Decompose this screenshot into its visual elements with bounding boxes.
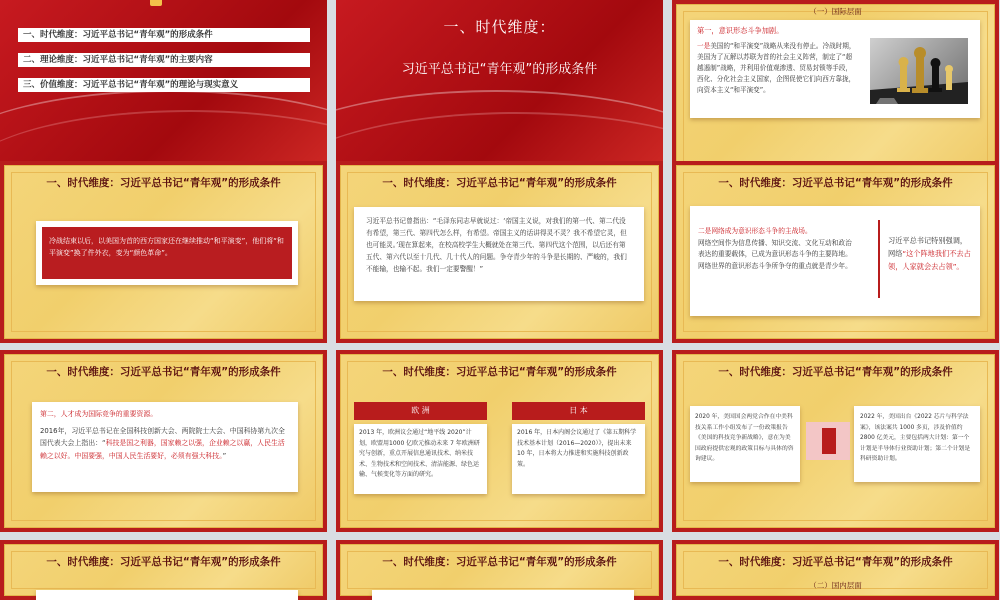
slide-thumbnail-6[interactable] xyxy=(672,161,999,343)
card-heading: 第二，人才成为国际竞争的重要资源。 xyxy=(40,410,158,418)
quote-text xyxy=(888,234,972,273)
body-highlight: 科技是国之利器，国家赖之以强，企业赖之以赢，人民生活赖之以好。中国要强，中国人民生活要好，必须有强大科技。 xyxy=(40,439,285,460)
chess-pieces-icon xyxy=(870,38,968,104)
heading-lead: 二是 xyxy=(698,227,712,235)
card-heading xyxy=(698,226,858,238)
slide-title: 一、时代维度：习近平总书记“青年观”的形成条件 xyxy=(718,177,953,189)
chess-image xyxy=(870,38,968,104)
content-card xyxy=(372,590,634,600)
agenda-item-2[interactable]: 二、理论维度：习近平总书记“青年观”的主要内容 xyxy=(18,53,310,67)
slide-thumbnail-5[interactable] xyxy=(336,161,663,343)
slide-thumbnail-4[interactable] xyxy=(0,161,327,343)
divider xyxy=(878,220,880,298)
slide-background xyxy=(340,544,659,596)
slide-thumbnail-1[interactable] xyxy=(0,0,327,182)
section-title: 一、时代维度： xyxy=(443,18,556,36)
quote-card: 习近平总书记曾指出：“毛泽东同志早就说过：‘帝国主义说，对我们的第一代、第二代没有希望，第三代、第四代怎么样，有希望。帝国主义的话讲得灵不灵？我不希望它灵，但也可能灵。’现在算起来，在校高校学生大概就处在第三代、第四代这个范围，以后还有第五代、第六代以至十几代、几十代人的问题。争夺青少年的斗争是长期的、严峻的，我们不能输，也输不起。我们一定要警醒！” xyxy=(354,207,644,301)
slide-thumbnail-7[interactable] xyxy=(0,350,327,532)
highlight-box: 冷战结束以后，以美国为首的西方国家还在继续推动“和平演变”，他们将“和平演变”换了件外衣，变为“颜色革命”。 xyxy=(42,227,292,279)
body-text: 美国的“和平演变”战略从来没有停止。冷战时期，美国为了瓦解以苏联为首的社会主义阵营，制定了“超越遏制”战略，并利用价值观渗透、贸易封锁等手段，西化、分化社会主义国家，企图促使它们向西方靠拢，向资本主义“和平演变”。 xyxy=(697,41,856,94)
japan-card: 2016 年，日本内阁会议通过了《第五期科学技术基本计划（2016—2020）》，提出未来 10 年，日本将大力推进和实施科技创新政策。 xyxy=(512,424,645,494)
slide-background xyxy=(4,544,323,596)
slide-thumbnail-12[interactable] xyxy=(672,540,999,600)
slide-title: 一、时代维度：习近平总书记“青年观”的形成条件 xyxy=(718,556,953,568)
heading-rest: 网络成为意识形态斗争的主战场。 xyxy=(711,227,812,235)
slide-thumbnail-9[interactable] xyxy=(672,350,999,532)
card-body xyxy=(40,425,290,463)
slide-thumbnail-11[interactable] xyxy=(336,540,663,600)
content-card xyxy=(690,206,980,316)
content-card xyxy=(36,590,298,600)
slide-title: 一、时代维度：习近平总书记“青年观”的形成条件 xyxy=(46,177,281,189)
us-2022-card: 2022 年，美国出台《2022 芯片与科学法案》，该法案共 1000 多页，涉及价值约 2800 亿美元，主要包括两大计划：第一个计划是半导体行业资助计划；第二个计划是科研资助计划。 xyxy=(854,406,980,482)
europe-card: 2013 年，欧洲议会通过“地平线 2020”计划，欧盟用1000 亿欧元推动未来 7 年欧洲研究与创新，重点开展信息通讯技术、纳米技术、生物技术和空间技术、清洁能源、绿色运输、气候变化等方面的研究。 xyxy=(354,424,487,494)
body-pre: 2016年，习近平总书记在全国科技创新大会、两院院士大会、中国科协第九次全国代表大会上指出：“ xyxy=(40,426,285,447)
slide-title: 一、时代维度：习近平总书记“青年观”的形成条件 xyxy=(46,556,281,568)
agenda-item-3[interactable]: 三、价值维度：习近平总书记“青年观”的理论与现实意义 xyxy=(18,78,310,92)
logo-mark xyxy=(150,0,162,6)
connector-bar xyxy=(822,428,836,454)
section-label: （二）国内层面 xyxy=(809,581,862,590)
content-card xyxy=(36,221,298,285)
card-left-text xyxy=(698,226,858,272)
europe-header: 欧 洲 xyxy=(354,402,487,420)
slide-title: 一、时代维度：习近平总书记“青年观”的形成条件 xyxy=(382,556,617,568)
body-post: ” xyxy=(222,451,227,460)
slide-header xyxy=(0,0,327,20)
slide-thumbnail-8[interactable] xyxy=(336,350,663,532)
us-2020-card: 2020 年，美国国会两党合作在中美科技关系工作小组发布了一份政策报告《美国的科技竞争新战略》，意在为美国政府提供宏观的政策目标与具体的咨询建议。 xyxy=(690,406,800,482)
content-card xyxy=(32,402,298,492)
slide-thumbnail-3[interactable] xyxy=(672,0,999,182)
card-body: 网络空间作为信息传播、知识交流、文化互动和政治表达的重要载体，已成为意识形态斗争的主要阵地。网络世界的意识形态斗争所争夺的重点就是青少年。 xyxy=(698,238,852,270)
slide-title: 一、时代维度：习近平总书记“青年观”的形成条件 xyxy=(382,177,617,189)
section-label: （一）国际层面 xyxy=(809,7,862,16)
body-lead: 一是 xyxy=(697,41,711,50)
quote-pre: 习近平总书记特别强调，网络 xyxy=(888,236,968,258)
section-subtitle: 习近平总书记“青年观”的形成条件 xyxy=(401,62,598,77)
slide-title: 一、时代维度：习近平总书记“青年观”的形成条件 xyxy=(382,366,617,378)
slide-thumbnail-2[interactable] xyxy=(336,0,663,182)
card-body xyxy=(697,41,857,96)
card-heading: 第一，意识形态斗争加剧。 xyxy=(697,26,784,35)
slide-title: 一、时代维度：习近平总书记“青年观”的形成条件 xyxy=(46,366,281,378)
slide-title: 一、时代维度：习近平总书记“青年观”的形成条件 xyxy=(718,366,953,378)
agenda-item-1[interactable]: 一、时代维度：习近平总书记“青年观”的形成条件 xyxy=(18,28,310,42)
quote-highlight: “这个阵地我们不去占领，人家就会去占领”。 xyxy=(888,249,971,271)
content-card xyxy=(690,20,980,118)
slide-thumbnail-10[interactable] xyxy=(0,540,327,600)
japan-header: 日 本 xyxy=(512,402,645,420)
connector-box xyxy=(806,422,850,460)
